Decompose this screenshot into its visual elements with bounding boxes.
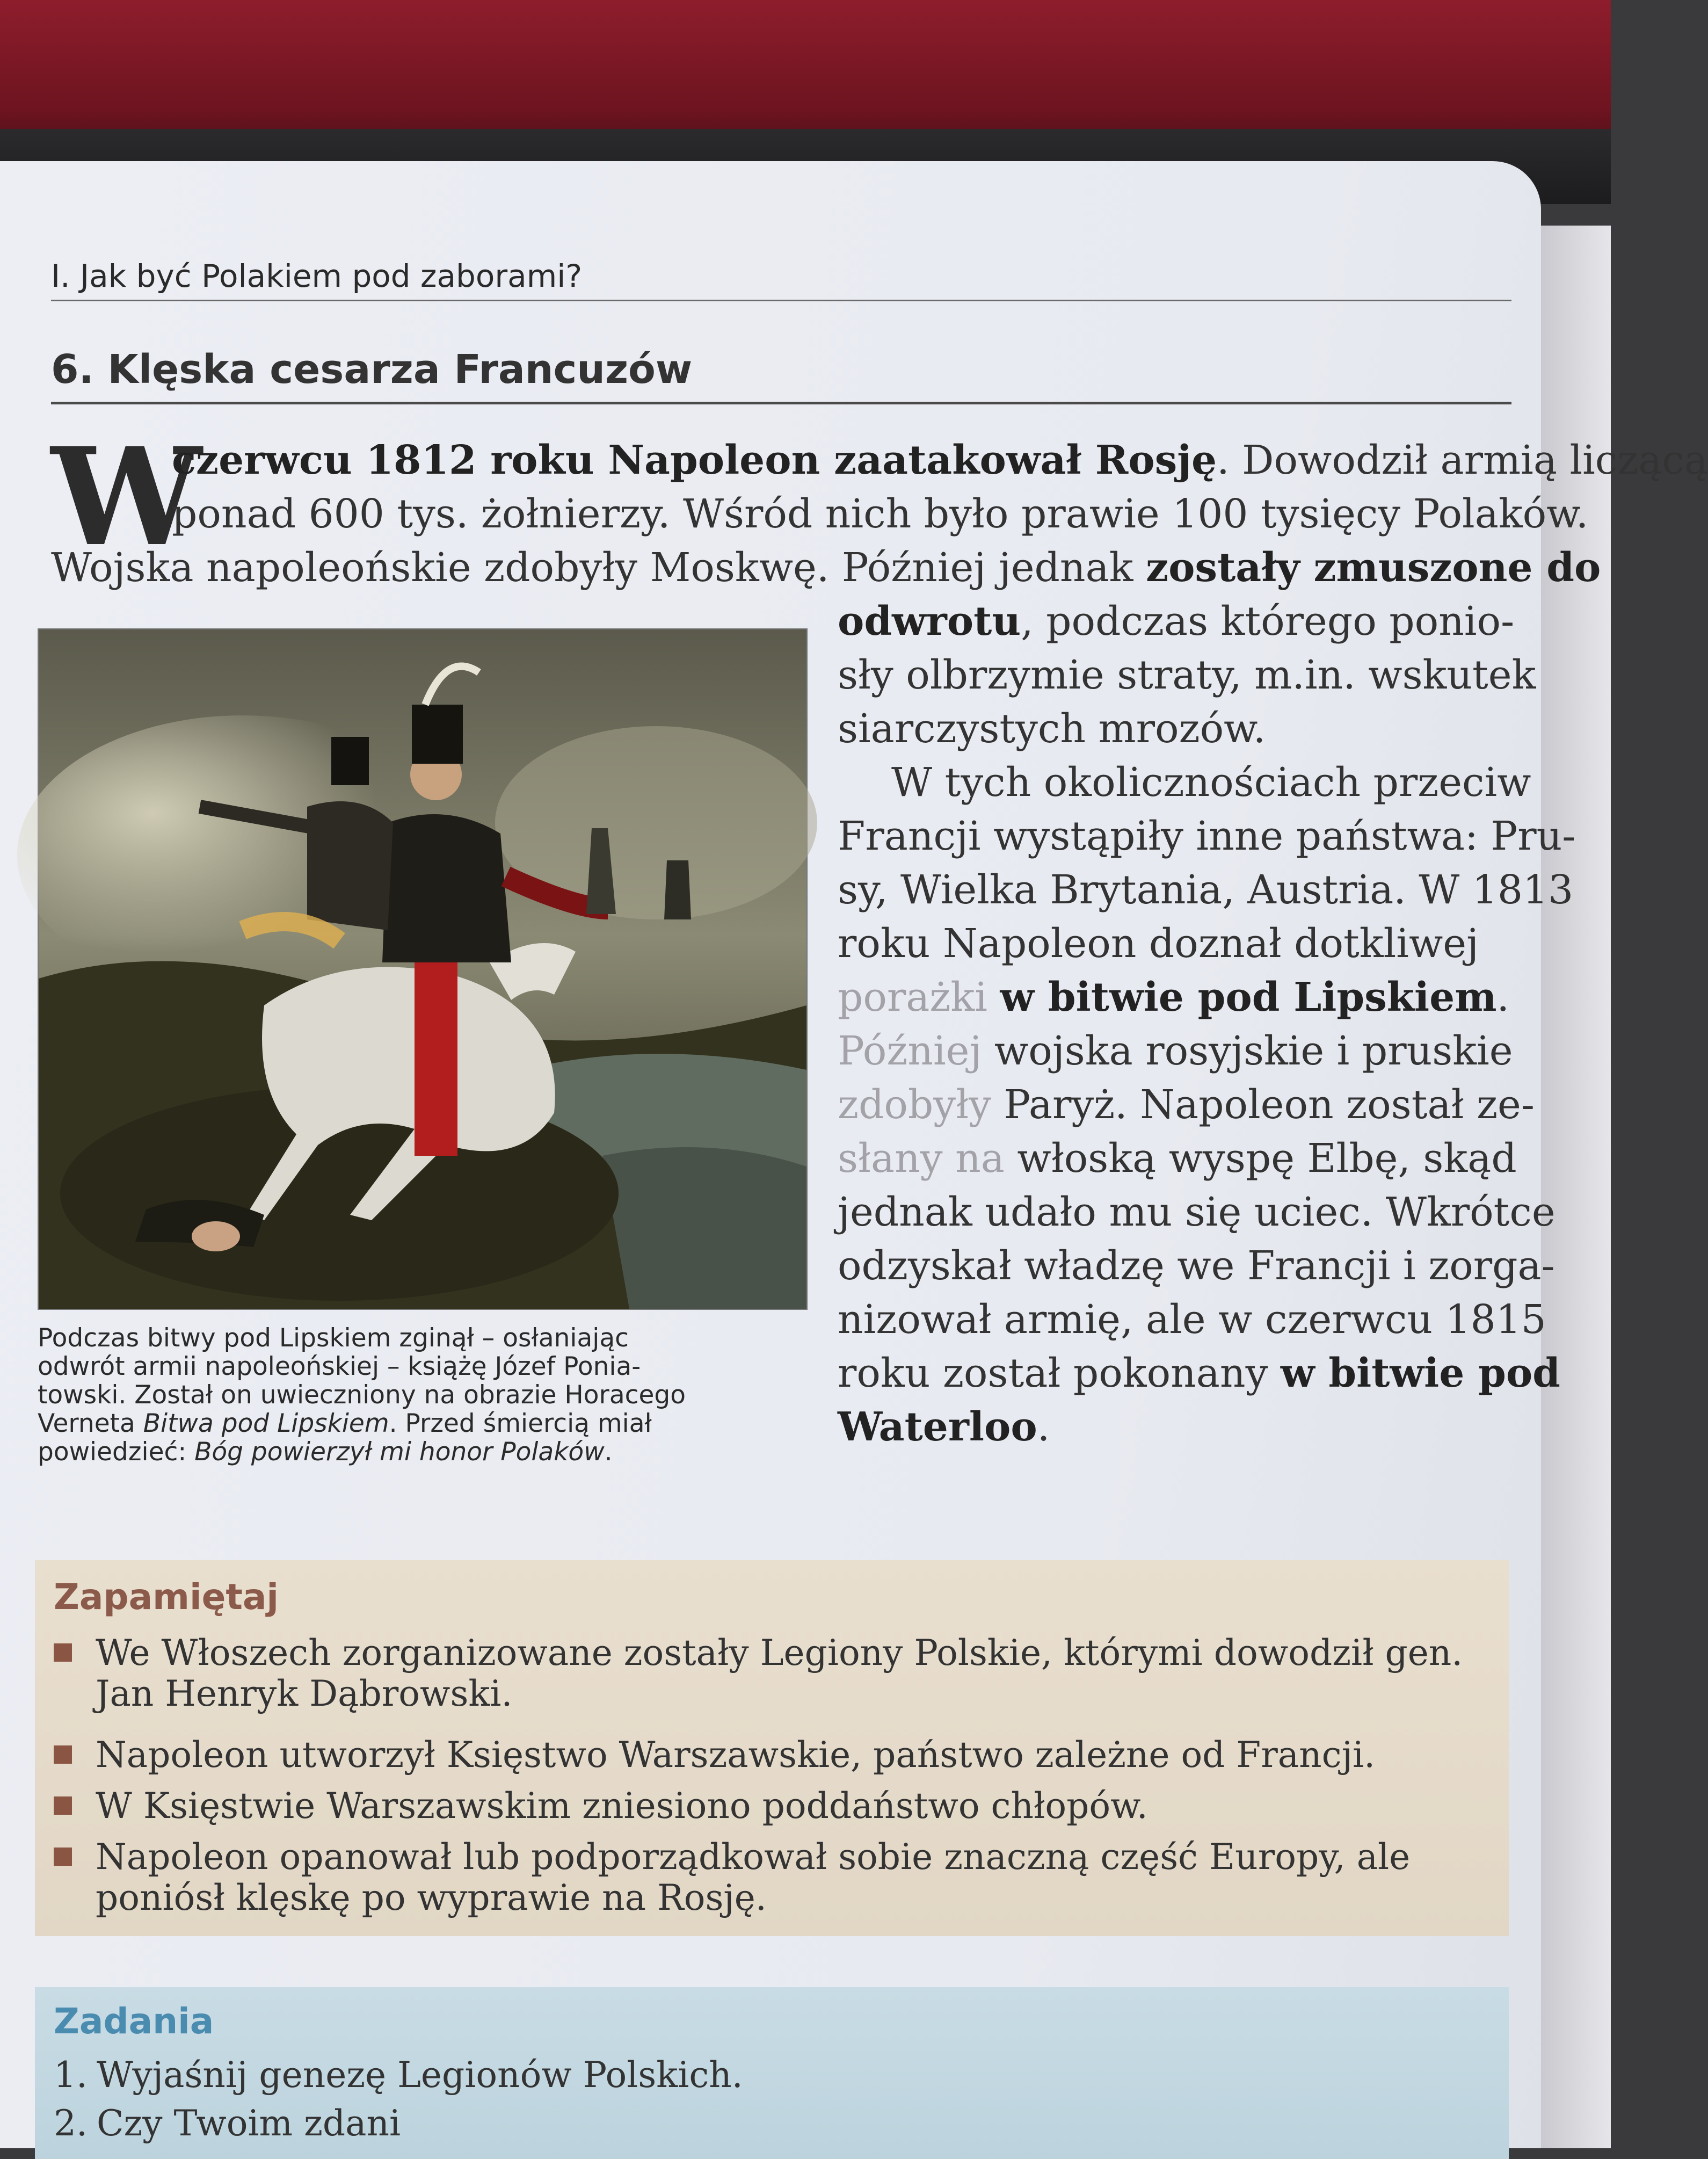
body-line: zdobyły Paryż. Napoleon został ze- [838, 1082, 1535, 1128]
body-line: W tych okolicznościach przeciw [891, 759, 1531, 806]
body-line: sły olbrzymie straty, m.in. wskutek [838, 652, 1536, 698]
body-line: Francji wystąpiły inne państwa: Pru- [838, 813, 1576, 859]
remember-item: Napoleon opanował lub podporządkował sobie znaczną część Europy, ale poniósł klęskę po wyprawie na Rosję. [54, 1837, 1493, 1918]
body-line: słany na włoską wyspę Elbę, skąd [838, 1135, 1517, 1182]
body-line: porażki w bitwie pod Lipskiem. [838, 974, 1510, 1020]
square-bullet-icon [54, 1643, 72, 1662]
remember-title: Zapamiętaj [54, 1576, 279, 1618]
tasks-title: Zadania [54, 2001, 214, 2042]
task-item: 1. Wyjaśnij genezę Legionów Polskich. [54, 2054, 743, 2096]
body-line: roku został pokonany w bitwie pod [838, 1350, 1560, 1396]
remember-item: Napoleon utworzył Księstwo Warszawskie, państwo zależne od Francji. [54, 1735, 1493, 1776]
drop-cap: W [51, 418, 202, 576]
caption-line: Podczas bitwy pod Lipskiem zginął – osłaniając [38, 1323, 629, 1353]
caption-line: powiedzieć: Bóg powierzył mi honor Polaków. [38, 1437, 613, 1467]
textbook-page [0, 161, 1708, 2148]
body-line: odzyskał władzę we Francji i zorga- [838, 1243, 1555, 1289]
body-line: nizował armię, ale w czerwcu 1815 [838, 1296, 1546, 1343]
remember-box [35, 1560, 1509, 1936]
body-line: Później wojska rosyjskie i pruskie [838, 1028, 1513, 1074]
body-line: Waterloo. [838, 1404, 1050, 1450]
painting-battle-of-leipzig [38, 628, 808, 1310]
task-item: 2. Czy Twoim zdani [54, 2103, 401, 2144]
body-line: odwrotu, podczas którego ponio- [838, 598, 1515, 644]
remember-item: We Włoszech zorganizowane zostały Legiony Polskie, którymi dowodził gen. Jan Henryk Dąbrowski. [54, 1633, 1493, 1714]
square-bullet-icon [54, 1745, 72, 1764]
header-rule [51, 300, 1511, 301]
caption-line: Verneta Bitwa pod Lipskiem. Przed śmiercią miał [38, 1409, 652, 1439]
body-line: czerwcu 1812 roku Napoleon zaatakował Rosję. Dowodził armią liczącą [172, 437, 1708, 483]
body-line: roku Napoleon doznał dotkliwej [838, 921, 1479, 967]
body-line: sy, Wielka Brytania, Austria. W 1813 [838, 867, 1574, 913]
square-bullet-icon [54, 1796, 72, 1815]
chapter-heading: I. Jak być Polakiem pod zaborami? [51, 258, 583, 294]
painting-caption [38, 1324, 811, 1467]
body-line: Wojska napoleońskie zdobyły Moskwę. Później jednak zostały zmuszone do [51, 545, 1601, 591]
title-rule [51, 402, 1511, 404]
caption-line: towski. Został on uwieczniony na obrazie Horacego [38, 1380, 686, 1410]
remember-item: W Księstwie Warszawskim zniesiono poddaństwo chłopów. [54, 1786, 1493, 1827]
square-bullet-icon [54, 1848, 72, 1866]
body-line: ponad 600 tys. żołnierzy. Wśród nich było prawie 100 tysięcy Polaków. [172, 491, 1589, 537]
body-line: siarczystych mrozów. [838, 706, 1266, 752]
body-line: jednak udało mu się uciec. Wkrótce [838, 1189, 1556, 1235]
tasks-box [35, 1987, 1509, 2159]
lesson-title: 6. Klęska cesarza Francuzów [51, 346, 693, 393]
caption-line: odwrót armii napoleońskiej – książę Józef Ponia- [38, 1352, 641, 1382]
